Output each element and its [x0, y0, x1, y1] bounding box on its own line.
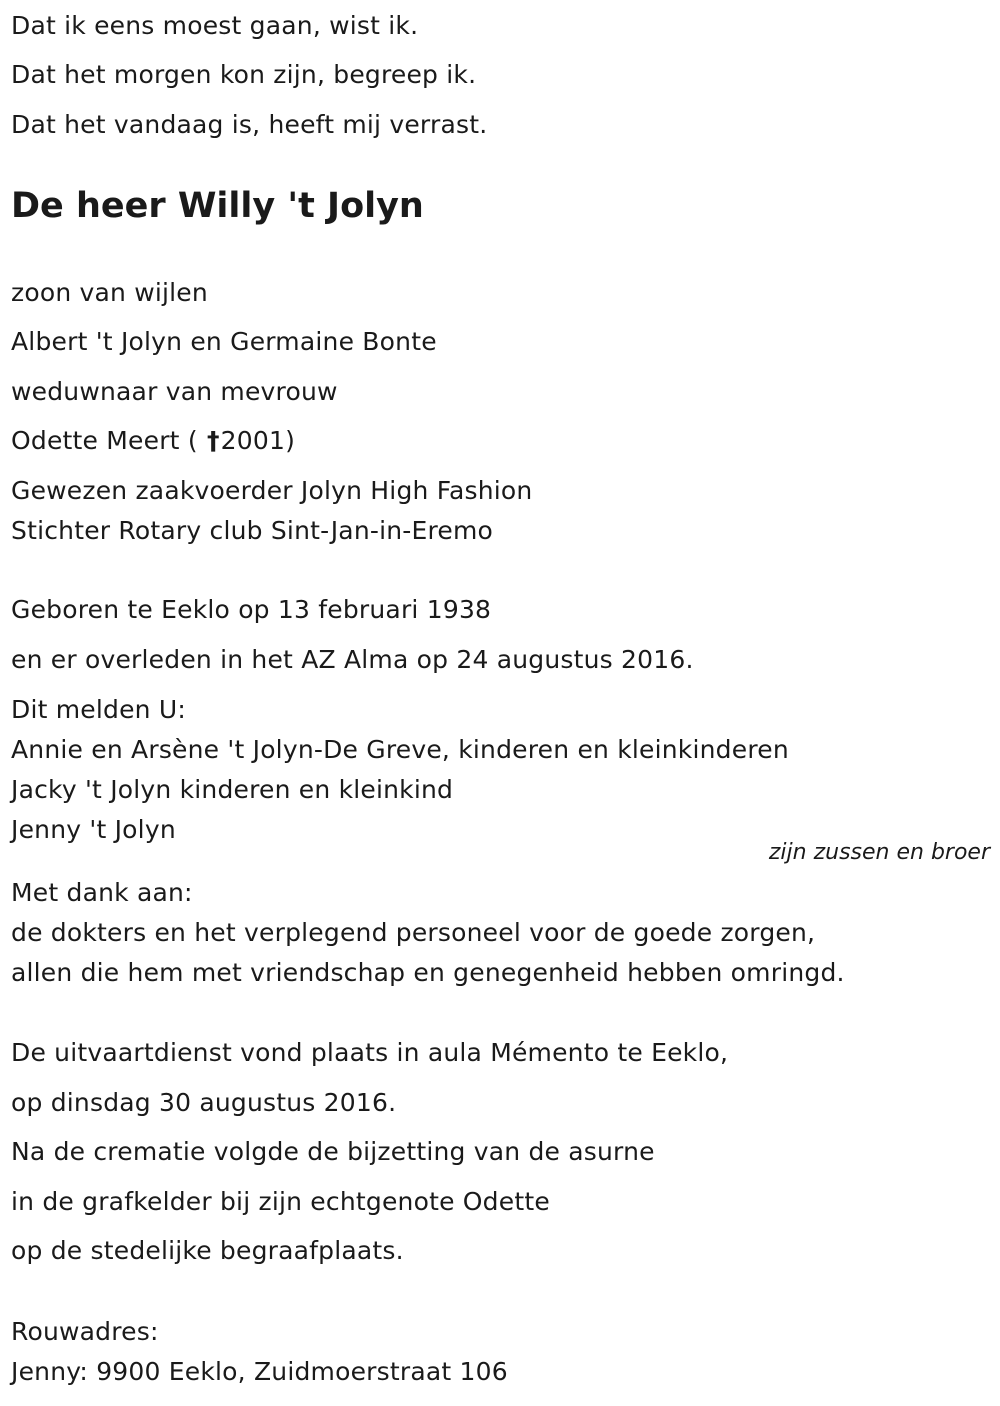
birth-line: Geboren te Eeklo op 13 februari 1938	[11, 595, 492, 624]
address-line: Jenny: 9900 Eeklo, Zuidmoerstraat 106	[11, 1357, 508, 1386]
address-label: Rouwadres:	[11, 1317, 159, 1346]
widower-label: weduwnaar van mevrouw	[11, 377, 338, 406]
son-of-label: zoon van wijlen	[11, 278, 208, 307]
parents-names: Albert 't Jolyn en Germaine Bonte	[11, 327, 437, 356]
siblings-note: zijn zussen en broer	[768, 840, 990, 865]
thanks-label: Met dank aan:	[11, 878, 193, 907]
death-line: en er overleden in het AZ Alma op 24 augustus 2016.	[11, 645, 694, 674]
spouse-name: Odette Meert (	[11, 426, 198, 455]
ceremony-line-3: Na de crematie volgde de bijzetting van de asurne	[11, 1137, 655, 1166]
spouse-line	[11, 426, 295, 456]
role-line-2: Stichter Rotary club Sint-Jan-in-Eremo	[11, 516, 494, 545]
ceremony-line-4: in de grafkelder bij zijn echtgenote Odette	[11, 1187, 550, 1216]
role-line-1: Gewezen zaakvoerder Jolyn High Fashion	[11, 476, 533, 505]
announcer-line-3: Jenny 't Jolyn	[11, 815, 176, 844]
announcer-line-1: Annie en Arsène 't Jolyn-De Greve, kinderen en kleinkinderen	[11, 735, 789, 764]
quote-line-2: Dat het morgen kon zijn, begreep ik.	[11, 60, 477, 89]
ceremony-line-1: De uitvaartdienst vond plaats in aula Mémento te Eeklo,	[11, 1038, 729, 1067]
thanks-line-1: de dokters en het verplegend personeel voor de goede zorgen,	[11, 918, 816, 947]
announcer-line-2: Jacky 't Jolyn kinderen en kleinkind	[11, 775, 454, 804]
ceremony-line-2: op dinsdag 30 augustus 2016.	[11, 1088, 397, 1117]
announcers-label: Dit melden U:	[11, 695, 186, 724]
deceased-title: De heer Willy 't Jolyn	[11, 186, 424, 226]
cross-icon: †	[206, 426, 220, 455]
quote-line-1: Dat ik eens moest gaan, wist ik.	[11, 11, 419, 40]
quote-line-3: Dat het vandaag is, heeft mij verrast.	[11, 110, 488, 139]
spouse-death-year: 2001)	[220, 426, 296, 455]
ceremony-line-5: op de stedelijke begraafplaats.	[11, 1236, 404, 1265]
thanks-line-2: allen die hem met vriendschap en genegenheid hebben omringd.	[11, 958, 845, 987]
